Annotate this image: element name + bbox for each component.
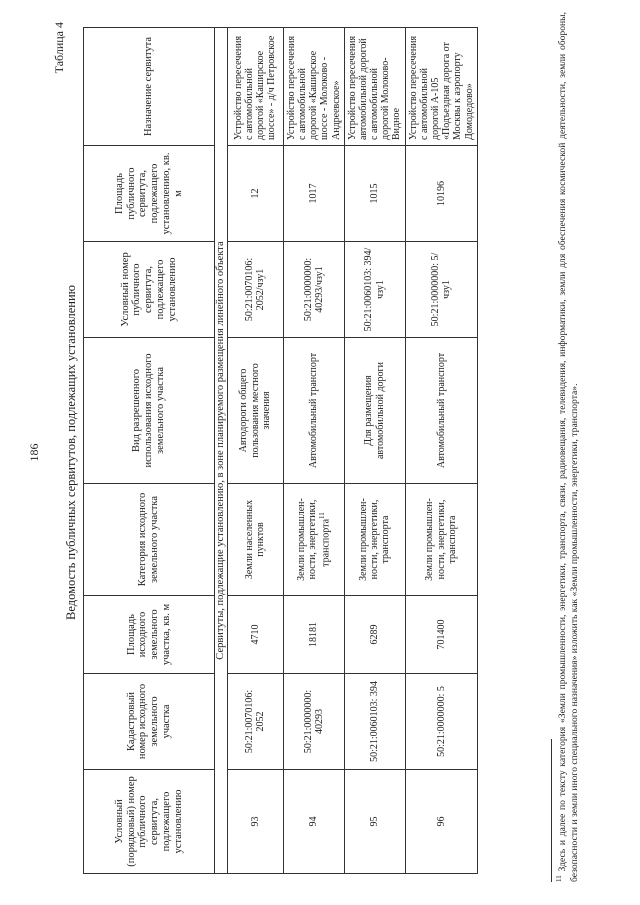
footnote-marker: 11 (555, 875, 563, 882)
cadastral-number: 50:21:0000000: 5 (405, 674, 477, 770)
permitted-use: Для размещения автомобильной дороги (344, 338, 405, 484)
cadastral-number: 50:21:0060103: 394 (344, 674, 405, 770)
servitude-number: 94 (283, 770, 344, 874)
servitude-number: 93 (227, 770, 283, 874)
easement-number: 50:21:0000000: 5/чзу1 (405, 242, 477, 338)
easement-area: 1015 (344, 146, 405, 242)
column-header: Кадастровый номер исходного земельного участка (84, 674, 215, 770)
section-header: Сервитуты, подлежащие установлению, в зоне планируемого размещения линейного объекта (215, 28, 228, 874)
table-row (283, 28, 344, 874)
easement-table (83, 27, 478, 874)
easement-purpose: Устройство пересечения с автомобильной дорогой «Каширское шоссе» - д/ч Петровское (227, 28, 283, 146)
land-category: Земли промышлен-ности, энергетики, транспорта (405, 484, 477, 596)
column-header: Условный номер публичного сервитута, подлежащего установлению (84, 242, 215, 338)
table-row (344, 28, 405, 874)
cadastral-number: 50:21:0000000: 40293 (283, 674, 344, 770)
permitted-use: Автомобильный транспорт (283, 338, 344, 484)
land-category (283, 484, 344, 596)
servitude-number: 96 (405, 770, 477, 874)
column-header: Вид разрешенного использования исходного земельного участка (84, 338, 215, 484)
footnote (555, 12, 580, 882)
servitude-number: 95 (344, 770, 405, 874)
table-header-row (84, 28, 215, 874)
column-header: Назначение сервитута (84, 28, 215, 146)
land-category: Земли промышлен-ности, энергетики, транспорта (344, 484, 405, 596)
easement-purpose: Устройство пересечения с автомобильной дорогой «Каширское шоссе - Молоково - Андреевское» (283, 28, 344, 146)
easement-area: 12 (227, 146, 283, 242)
easement-purpose: Устройство пересечения с автомобильной дорогой А-105 «Подъездная дорога от Москвы к аэропорту Домодедово» (405, 28, 477, 146)
easement-number: 50:21:0070106: 2052/чзу1 (227, 242, 283, 338)
easement-area: 1017 (283, 146, 344, 242)
section-header-row (215, 28, 228, 874)
easement-number: 50:21:0000000: 40293/чзу1 (283, 242, 344, 338)
footnote-reference: 11 (317, 512, 326, 519)
easement-number: 50:21:0060103: 394/чзу1 (344, 242, 405, 338)
column-header: Категория исходного земельного участка (84, 484, 215, 596)
land-category-text: Земли промышлен-ности, энергетики, транспорта (296, 498, 331, 581)
easement-area: 10196 (405, 146, 477, 242)
table-label: Таблица 4 (52, 22, 66, 74)
permitted-use: Автодороги общего пользования местного значения (227, 338, 283, 484)
cadastral-number: 50:21:0070106: 2052 (227, 674, 283, 770)
plot-area: 6289 (344, 596, 405, 674)
easement-purpose: Устройство пересечения автомобильной дорогой с автомобильной дорогой Молоково-Видное (344, 28, 405, 146)
table-row (405, 28, 477, 874)
permitted-use: Автомобильный транспорт (405, 338, 477, 484)
column-header: Площадь исходного земельного участка, кв. м (84, 596, 215, 674)
footnote-divider (551, 739, 552, 882)
plot-area: 4710 (227, 596, 283, 674)
table-row (227, 28, 283, 874)
column-header: Условный (порядковый) номер публичного сервитута, подлежащего установлению (84, 770, 215, 874)
plot-area: 701400 (405, 596, 477, 674)
plot-area: 18181 (283, 596, 344, 674)
land-category: Земли населенных пунктов (227, 484, 283, 596)
page-number: 186 (27, 443, 41, 462)
column-header: Площадь публичного сервитута, подлежащего установлению, кв. м (84, 146, 215, 242)
footnote-text: Здесь и далее по тексту категория «Земли промышленности, энергетики, транспорта, связи, радиовещания, телевидения, информатики, земли для обеспечения космической деятельности, земли обороны, безопасности и земли иного специального назначения» изложить как «Земли промышленности, энергетики, транспорта». (557, 12, 580, 882)
document-title: Ведомость публичных сервитутов, подлежащих установлению (64, 285, 78, 620)
